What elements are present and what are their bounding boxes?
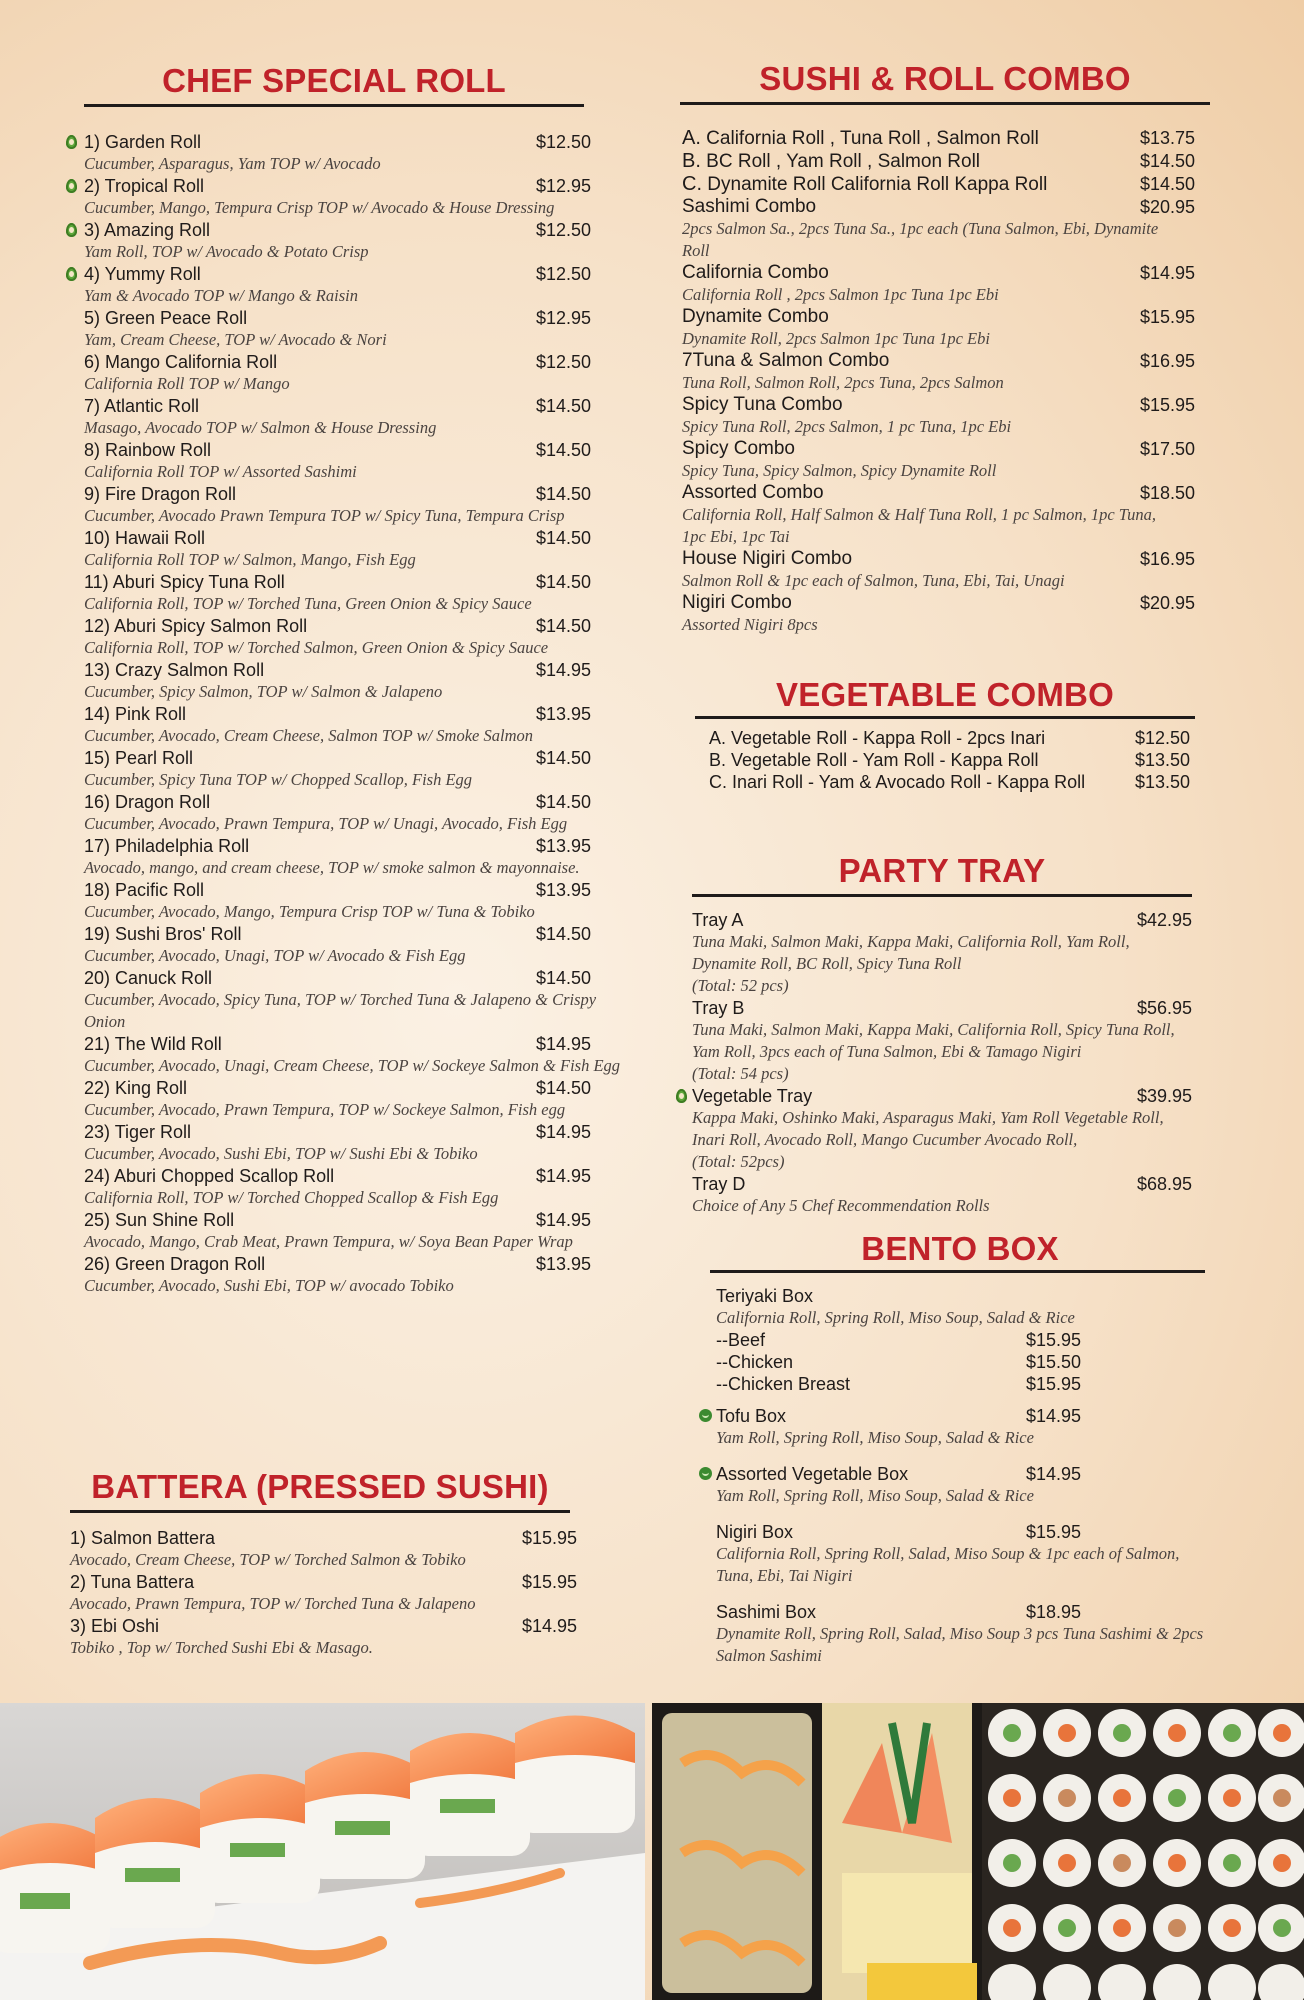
item-desc: Choice of Any 5 Chef Recommendation Rolls bbox=[692, 1196, 990, 1215]
veg-combo-list bbox=[695, 727, 1205, 793]
item-price: $15.95 bbox=[1140, 395, 1196, 415]
item-price: $13.75 bbox=[1140, 128, 1196, 148]
menu-item bbox=[84, 131, 624, 175]
item-desc: Cucumber, Spicy Tuna TOP w/ Chopped Scallop, Fish Egg bbox=[84, 770, 473, 789]
item-price: $14.50 bbox=[536, 924, 592, 944]
item-name: Nigiri Box bbox=[716, 1522, 794, 1542]
item-letter: C. bbox=[682, 173, 702, 195]
item-desc: Tuna Maki, Salmon Maki, Kappa Maki, California Roll, Spicy Tuna Roll, Yam Roll, 3pcs each of Tuna Salmon, Ebi & Tamago Nigiri bbox=[692, 1020, 1175, 1061]
item-desc: Avocado, Mango, Crab Meat, Prawn Tempura, w/ Soya Bean Paper Wrap bbox=[84, 1232, 573, 1251]
item-name: 15) Pearl Roll bbox=[84, 748, 194, 768]
menu-item bbox=[682, 592, 1220, 636]
menu-item bbox=[84, 307, 624, 351]
option-name: --Beef bbox=[716, 1330, 766, 1350]
item-total: (Total: 54 pcs) bbox=[692, 1064, 789, 1083]
item-name: Tray D bbox=[692, 1174, 746, 1194]
veg-combo-section bbox=[695, 676, 1205, 793]
chef-special-title: CHEF SPECIAL ROLL bbox=[162, 62, 506, 99]
item-price: $12.50 bbox=[1135, 728, 1191, 748]
veg-combo-rule bbox=[695, 716, 1195, 719]
menu-item bbox=[84, 1209, 624, 1253]
item-desc: Cucumber, Mango, Tempura Crisp TOP w/ Avocado & House Dressing bbox=[84, 198, 555, 217]
menu-item bbox=[84, 747, 624, 791]
sushi-platter-image bbox=[652, 1703, 1304, 2000]
avocado-leaf-icon bbox=[66, 135, 77, 149]
item-desc: California Roll TOP w/ Salmon, Mango, Fish Egg bbox=[84, 550, 416, 569]
item-price: $15.95 bbox=[522, 1528, 578, 1548]
item-name: 18) Pacific Roll bbox=[84, 880, 205, 900]
bento-title: BENTO BOX bbox=[861, 1230, 1059, 1267]
item-price: $12.50 bbox=[536, 132, 592, 152]
item-price: $12.95 bbox=[536, 176, 592, 196]
item-name: Tray A bbox=[692, 910, 744, 930]
item-name: 26) Green Dragon Roll bbox=[84, 1254, 266, 1274]
menu-item bbox=[84, 571, 624, 615]
item-price: $18.95 bbox=[1026, 1602, 1082, 1622]
item-desc: Avocado, Cream Cheese, TOP w/ Torched Salmon & Tobiko bbox=[70, 1550, 466, 1569]
item-total: (Total: 52 pcs) bbox=[692, 976, 789, 995]
item-desc: Yam Roll, Spring Roll, Miso Soup, Salad & Rice bbox=[716, 1486, 1034, 1505]
item-name: 22) King Roll bbox=[84, 1078, 188, 1098]
menu-item bbox=[84, 219, 624, 263]
menu-item bbox=[716, 1521, 1210, 1587]
teriyaki-options bbox=[716, 1329, 1210, 1395]
menu-item bbox=[84, 1121, 624, 1165]
avocado-leaf-icon bbox=[699, 1467, 712, 1480]
item-total: (Total: 52pcs) bbox=[692, 1152, 785, 1171]
item-price: $14.50 bbox=[536, 968, 592, 988]
item-price: $14.95 bbox=[536, 1122, 592, 1142]
item-price: $14.50 bbox=[536, 616, 592, 636]
item-name: 20) Canuck Roll bbox=[84, 968, 213, 988]
item-price: $14.95 bbox=[536, 1210, 592, 1230]
item-name: 19) Sushi Bros' Roll bbox=[84, 924, 242, 944]
item-desc: Kappa Maki, Oshinko Maki, Asparagus Maki, Yam Roll Vegetable Roll, Inari Roll, Avocado Roll, Mango Cucumber Avocado Roll, bbox=[692, 1108, 1164, 1149]
item-desc: Salmon Roll & 1pc each of Salmon, Tuna, Ebi, Tai, Unagi bbox=[682, 571, 1065, 590]
item-name: 6) Mango California Roll bbox=[84, 352, 278, 372]
option-name: --Chicken Breast bbox=[716, 1374, 851, 1394]
combo-rule bbox=[680, 102, 1210, 105]
bento-section bbox=[710, 1230, 1210, 1681]
menu-item bbox=[84, 439, 624, 483]
item-desc: Cucumber, Avocado, Unagi, Cream Cheese, TOP w/ Sockeye Salmon & Fish Egg bbox=[84, 1056, 621, 1075]
item-price: $15.95 bbox=[1026, 1522, 1082, 1542]
bento-rule bbox=[710, 1270, 1205, 1273]
item-name: 12) Aburi Spicy Salmon Roll bbox=[84, 616, 308, 636]
item-desc: Avocado, mango, and cream cheese, TOP w/ smoke salmon & mayonnaise. bbox=[84, 858, 580, 877]
item-name: Teriyaki Box bbox=[716, 1286, 814, 1306]
item-name: 24) Aburi Chopped Scallop Roll bbox=[84, 1166, 335, 1186]
menu-item bbox=[716, 1463, 1210, 1507]
item-name: 25) Sun Shine Roll bbox=[84, 1210, 235, 1230]
menu-item bbox=[682, 394, 1220, 438]
item-desc: Spicy Tuna, Spicy Salmon, Spicy Dynamite Roll bbox=[682, 461, 997, 480]
menu-item bbox=[692, 1085, 1202, 1173]
item-name: 5) Green Peace Roll bbox=[84, 308, 248, 328]
item-price: $14.50 bbox=[536, 528, 592, 548]
avocado-leaf-icon bbox=[699, 1409, 712, 1422]
menu-item bbox=[84, 1165, 624, 1209]
menu-item bbox=[682, 127, 1220, 150]
menu-item bbox=[84, 483, 624, 527]
item-name: Tray B bbox=[692, 998, 745, 1018]
item-name: 2) Tuna Battera bbox=[70, 1572, 195, 1592]
menu-item bbox=[692, 997, 1202, 1085]
item-price: $42.95 bbox=[1137, 910, 1193, 930]
avocado-leaf-icon bbox=[676, 1089, 687, 1103]
item-desc: Cucumber, Avocado, Cream Cheese, Salmon TOP w/ Smoke Salmon bbox=[84, 726, 533, 745]
avocado-leaf-icon bbox=[66, 267, 77, 281]
item-name: 1) Salmon Battera bbox=[70, 1528, 216, 1548]
item-price: $18.50 bbox=[1140, 483, 1196, 503]
item-price: $13.95 bbox=[536, 1254, 592, 1274]
item-price: $14.95 bbox=[1026, 1406, 1082, 1426]
menu-item bbox=[692, 909, 1202, 997]
item-desc: California Roll, TOP w/ Torched Chopped Scallop & Fish Egg bbox=[84, 1188, 499, 1207]
menu-item bbox=[682, 548, 1220, 592]
item-name: B. Vegetable Roll - Yam Roll - Kappa Roll bbox=[709, 750, 1039, 770]
item-price: $14.50 bbox=[536, 440, 592, 460]
item-price: $20.95 bbox=[1140, 593, 1196, 613]
item-price: $14.95 bbox=[536, 1166, 592, 1186]
item-price: $14.50 bbox=[1140, 151, 1196, 171]
item-desc: Cucumber, Avocado Prawn Tempura TOP w/ Spicy Tuna, Tempura Crisp bbox=[84, 506, 565, 525]
item-price: $12.50 bbox=[536, 264, 592, 284]
menu-item bbox=[682, 196, 1220, 262]
item-price: $14.95 bbox=[522, 1616, 578, 1636]
item-name: Assorted Vegetable Box bbox=[716, 1464, 909, 1484]
menu-item bbox=[84, 703, 624, 747]
item-name: 1) Garden Roll bbox=[84, 132, 202, 152]
option-name: --Chicken bbox=[716, 1352, 794, 1372]
item-name: 9) Fire Dragon Roll bbox=[84, 484, 237, 504]
item-desc: Cucumber, Avocado, Sushi Ebi, TOP w/ avocado Tobiko bbox=[84, 1276, 454, 1295]
menu-item bbox=[70, 1527, 600, 1571]
menu-item bbox=[70, 1571, 600, 1615]
item-price: $14.50 bbox=[536, 1078, 592, 1098]
teriyaki-option bbox=[716, 1329, 1210, 1351]
item-name: 8) Rainbow Roll bbox=[84, 440, 212, 460]
battera-title: BATTERA (PRESSED SUSHI) bbox=[91, 1468, 549, 1505]
chef-special-list bbox=[84, 131, 624, 1297]
item-name: 2) Tropical Roll bbox=[84, 176, 205, 196]
menu-item bbox=[84, 967, 624, 1033]
item-desc: Tuna Roll, Salmon Roll, 2pcs Tuna, 2pcs Salmon bbox=[682, 373, 1004, 392]
item-name: 17) Philadelphia Roll bbox=[84, 836, 250, 856]
menu-item bbox=[692, 1173, 1202, 1217]
item-name: 3) Amazing Roll bbox=[84, 220, 211, 240]
menu-item bbox=[682, 306, 1220, 350]
item-price: $14.50 bbox=[536, 396, 592, 416]
item-desc: California Roll TOP w/ Assorted Sashimi bbox=[84, 462, 357, 481]
sushi-platter-photo bbox=[652, 1703, 1304, 2000]
item-name: Spicy Tuna Combo bbox=[682, 394, 843, 415]
item-price: $16.95 bbox=[1140, 351, 1196, 371]
menu-item bbox=[84, 923, 624, 967]
item-name: 13) Crazy Salmon Roll bbox=[84, 660, 265, 680]
item-desc: Cucumber, Avocado, Prawn Tempura, TOP w/ Sockeye Salmon, Fish egg bbox=[84, 1100, 566, 1119]
item-name: 23) Tiger Roll bbox=[84, 1122, 192, 1142]
menu-item bbox=[84, 659, 624, 703]
item-desc: Cucumber, Avocado, Sushi Ebi, TOP w/ Sushi Ebi & Tobiko bbox=[84, 1144, 478, 1163]
party-tray-title: PARTY TRAY bbox=[838, 852, 1046, 889]
item-name: 14) Pink Roll bbox=[84, 704, 187, 724]
item-desc: Assorted Nigiri 8pcs bbox=[682, 615, 818, 634]
party-tray-section bbox=[692, 852, 1202, 1217]
item-price: $56.95 bbox=[1137, 998, 1193, 1018]
menu-item bbox=[84, 879, 624, 923]
item-desc: Tuna Maki, Salmon Maki, Kappa Maki, California Roll, Yam Roll, Dynamite Roll, BC Roll, Spicy Tuna Roll bbox=[692, 932, 1130, 973]
item-price: $14.50 bbox=[536, 792, 592, 812]
item-letter: B. bbox=[682, 150, 701, 172]
menu-item bbox=[84, 791, 624, 835]
item-name: 21) The Wild Roll bbox=[84, 1034, 222, 1054]
item-desc: California Roll, Spring Roll, Salad, Miso Soup & 1pc each of Salmon, Tuna, Ebi, Tai Nigiri bbox=[716, 1544, 1180, 1585]
menu-item bbox=[682, 262, 1220, 306]
menu-item bbox=[84, 263, 624, 307]
item-price: $12.95 bbox=[536, 308, 592, 328]
menu-item bbox=[84, 1077, 624, 1121]
item-price: $16.95 bbox=[1140, 549, 1196, 569]
option-price: $15.95 bbox=[1026, 1330, 1082, 1350]
item-name: 16) Dragon Roll bbox=[84, 792, 211, 812]
avocado-leaf-icon bbox=[66, 179, 77, 193]
menu-item bbox=[695, 749, 1205, 771]
item-name: Vegetable Tray bbox=[692, 1086, 813, 1106]
battera-list bbox=[70, 1527, 600, 1659]
menu-item bbox=[84, 351, 624, 395]
item-desc: California Roll, Half Salmon & Half Tuna Roll, 1 pc Salmon, 1pc Tuna, 1pc Ebi, 1pc Tai bbox=[682, 505, 1156, 546]
salmon-roll-image bbox=[0, 1703, 645, 2000]
option-price: $15.95 bbox=[1026, 1374, 1082, 1394]
item-name: 3) Ebi Oshi bbox=[70, 1616, 160, 1636]
menu-item bbox=[695, 771, 1205, 793]
item-name: C. Dynamite Roll California Roll Kappa Roll bbox=[682, 173, 1048, 195]
item-price: $14.50 bbox=[1140, 174, 1196, 194]
menu-item bbox=[682, 438, 1220, 482]
teriyaki-option bbox=[716, 1351, 1210, 1373]
item-price: $13.95 bbox=[536, 704, 592, 724]
item-desc: California Roll, TOP w/ Torched Salmon, Green Onion & Spicy Sauce bbox=[84, 638, 549, 657]
menu-item bbox=[84, 395, 624, 439]
item-desc: Cucumber, Avocado, Prawn Tempura, TOP w/ Unagi, Avocado, Fish Egg bbox=[84, 814, 568, 833]
item-desc: California Roll, TOP w/ Torched Tuna, Green Onion & Spicy Sauce bbox=[84, 594, 532, 613]
item-price: $13.95 bbox=[536, 836, 592, 856]
combo-list bbox=[680, 127, 1220, 636]
item-desc: Tobiko , Top w/ Torched Sushi Ebi & Masago. bbox=[70, 1638, 373, 1657]
item-price: $13.50 bbox=[1135, 750, 1191, 770]
menu-item bbox=[716, 1405, 1210, 1449]
item-price: $20.95 bbox=[1140, 197, 1196, 217]
item-desc: Spicy Tuna Roll, 2pcs Salmon, 1 pc Tuna, 1pc Ebi bbox=[682, 417, 1012, 436]
item-name: B. BC Roll , Yam Roll , Salmon Roll bbox=[682, 150, 981, 172]
menu-item bbox=[84, 835, 624, 879]
item-price: $14.95 bbox=[1140, 263, 1196, 283]
combo-title: SUSHI & ROLL COMBO bbox=[759, 60, 1131, 97]
item-desc: Cucumber, Asparagus, Yam TOP w/ Avocado bbox=[84, 154, 381, 173]
item-price: $17.50 bbox=[1140, 439, 1196, 459]
item-name: Spicy Combo bbox=[682, 438, 795, 459]
item-desc: Dynamite Roll, 2pcs Salmon 1pc Tuna 1pc Ebi bbox=[682, 329, 990, 348]
veg-combo-title: VEGETABLE COMBO bbox=[776, 676, 1114, 713]
item-name: California Combo bbox=[682, 262, 829, 283]
item-name: 11) Aburi Spicy Tuna Roll bbox=[84, 572, 285, 592]
item-price: $13.50 bbox=[1135, 772, 1191, 792]
item-name: 7Tuna & Salmon Combo bbox=[682, 350, 890, 371]
item-price: $14.50 bbox=[536, 748, 592, 768]
item-name: Tofu Box bbox=[716, 1406, 787, 1426]
item-desc: Dynamite Roll, Spring Roll, Salad, Miso Soup 3 pcs Tuna Sashimi & 2pcs Salmon Sashimi bbox=[716, 1624, 1204, 1665]
menu-item bbox=[682, 482, 1220, 548]
item-price: $14.95 bbox=[536, 1034, 592, 1054]
menu-item bbox=[84, 175, 624, 219]
menu-item bbox=[84, 527, 624, 571]
item-price: $15.95 bbox=[522, 1572, 578, 1592]
chef-special-section bbox=[84, 62, 624, 1297]
item-name: 4) Yummy Roll bbox=[84, 264, 201, 284]
item-desc: Yam, Cream Cheese, TOP w/ Avocado & Nori bbox=[84, 330, 387, 349]
item-name: 10) Hawaii Roll bbox=[84, 528, 206, 548]
salmon-roll-photo bbox=[0, 1703, 645, 2000]
item-name: 7) Atlantic Roll bbox=[84, 396, 200, 416]
item-name: A. California Roll , Tuna Roll , Salmon Roll bbox=[682, 127, 1039, 149]
item-desc: Masago, Avocado TOP w/ Salmon & House Dressing bbox=[84, 418, 437, 437]
item-price: $14.95 bbox=[536, 660, 592, 680]
item-price: $12.50 bbox=[536, 220, 592, 240]
item-desc: Cucumber, Avocado, Unagi, TOP w/ Avocado & Fish Egg bbox=[84, 946, 466, 965]
bento-items bbox=[716, 1405, 1210, 1667]
menu-item bbox=[84, 1033, 624, 1077]
item-price: $14.95 bbox=[1026, 1464, 1082, 1484]
item-name: C. Inari Roll - Yam & Avocado Roll - Kappa Roll bbox=[709, 772, 1086, 792]
item-price: $12.50 bbox=[536, 352, 592, 372]
item-desc: Cucumber, Avocado, Spicy Tuna, TOP w/ Torched Tuna & Jalapeno & Crispy Onion bbox=[84, 990, 597, 1031]
item-letter: A. bbox=[682, 127, 701, 149]
item-price: $14.50 bbox=[536, 572, 592, 592]
menu-item bbox=[70, 1615, 600, 1659]
item-desc: California Roll, Spring Roll, Miso Soup, Salad & Rice bbox=[716, 1308, 1075, 1327]
combo-section bbox=[680, 60, 1220, 636]
option-price: $15.50 bbox=[1026, 1352, 1082, 1372]
item-price: $14.50 bbox=[536, 484, 592, 504]
menu-item bbox=[716, 1601, 1210, 1667]
menu-item bbox=[695, 727, 1205, 749]
item-desc: 2pcs Salmon Sa., 2pcs Tuna Sa., 1pc each (Tuna Salmon, Ebi, Dynamite Roll bbox=[682, 219, 1159, 260]
item-name: Dynamite Combo bbox=[682, 306, 829, 327]
party-tray-list bbox=[692, 909, 1202, 1217]
item-desc: California Roll , 2pcs Salmon 1pc Tuna 1pc Ebi bbox=[682, 285, 999, 304]
teriyaki-box bbox=[716, 1285, 1210, 1395]
item-name: House Nigiri Combo bbox=[682, 548, 853, 569]
menu-item bbox=[682, 173, 1220, 196]
item-price: $68.95 bbox=[1137, 1174, 1193, 1194]
item-name: Assorted Combo bbox=[682, 482, 824, 503]
party-tray-rule bbox=[692, 894, 1192, 897]
item-desc: California Roll TOP w/ Mango bbox=[84, 374, 290, 393]
item-desc: Yam Roll, TOP w/ Avocado & Potato Crisp bbox=[84, 242, 369, 261]
item-desc: Avocado, Prawn Tempura, TOP w/ Torched Tuna & Jalapeno bbox=[70, 1594, 476, 1613]
bento-list bbox=[710, 1285, 1210, 1667]
menu-item bbox=[84, 1253, 624, 1297]
item-desc: Cucumber, Avocado, Mango, Tempura Crisp TOP w/ Tuna & Tobiko bbox=[84, 902, 535, 921]
item-price: $13.95 bbox=[536, 880, 592, 900]
teriyaki-option bbox=[716, 1373, 1210, 1395]
item-name: Sashimi Box bbox=[716, 1602, 817, 1622]
battera-rule bbox=[70, 1510, 570, 1513]
avocado-leaf-icon bbox=[66, 223, 77, 237]
battera-section bbox=[70, 1468, 600, 1659]
menu-item bbox=[682, 350, 1220, 394]
item-desc: Cucumber, Spicy Salmon, TOP w/ Salmon & Jalapeno bbox=[84, 682, 443, 701]
menu-item bbox=[682, 150, 1220, 173]
menu-item bbox=[84, 615, 624, 659]
item-name: A. Vegetable Roll - Kappa Roll - 2pcs Inari bbox=[709, 728, 1046, 748]
item-price: $15.95 bbox=[1140, 307, 1196, 327]
chef-special-rule bbox=[84, 104, 584, 107]
item-price: $39.95 bbox=[1137, 1086, 1193, 1106]
item-desc: Yam & Avocado TOP w/ Mango & Raisin bbox=[84, 286, 358, 305]
item-name: Sashimi Combo bbox=[682, 196, 817, 217]
item-desc: Yam Roll, Spring Roll, Miso Soup, Salad & Rice bbox=[716, 1428, 1034, 1447]
item-name: Nigiri Combo bbox=[682, 592, 792, 613]
